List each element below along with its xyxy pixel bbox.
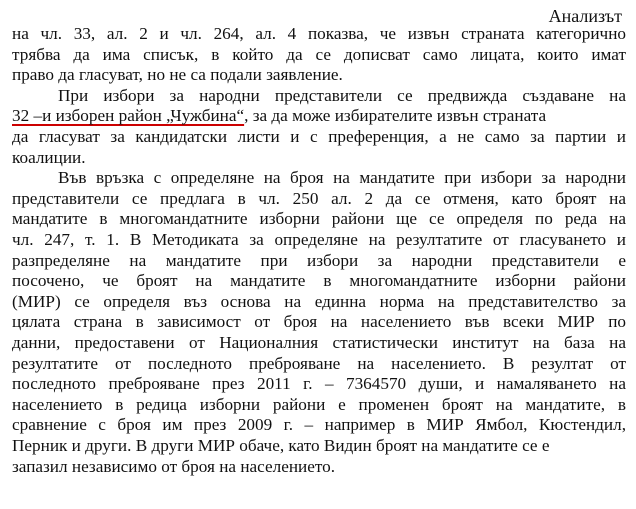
text-line: цялата страна в зависимост от броя на населението във всеки МИР по	[12, 312, 626, 332]
text-line: посочено, че броят на мандатите в многомандатните изборни райони	[12, 271, 626, 291]
text-line: населението в редица изборни райони е променен броят на мандатите, в	[12, 394, 626, 414]
text-line: чл. 247, т. 1. В Методиката за определяне на резултатите от гласуването и	[12, 230, 626, 249]
paragraph-start-line: При избори за народни представители се предвижда създаване на	[58, 85, 626, 105]
text-line-with-underline	[12, 106, 626, 126]
text-line-continuation: , за да може избирателите извън страната	[244, 106, 547, 126]
text-line: разпределяне на мандатите при избори за народни представители е	[12, 250, 626, 270]
text-line: на чл. 33, ал. 2 и чл. 264, ал. 4 показва, че извън страната категорично	[12, 24, 626, 43]
text-line: данни, предоставени от Националния статистически институт на база на	[12, 333, 626, 352]
underlined-district-phrase: 32 –и изборен район „Чужбина“	[12, 106, 245, 126]
text-line: право да гласуват, но не са подали заявление.	[12, 65, 343, 85]
text-line: запазил независимо от броя на населението.	[12, 456, 336, 476]
text-line: резултатите от последното преброяване на населението. В резултат от	[12, 353, 626, 373]
text-line: мандатите в многомандатните изборни райони ще се определя по реда на	[12, 209, 626, 229]
text-line: представители се предлага в чл. 250 ал. 2 да се отменя, като броят на	[12, 188, 626, 208]
running-title: Анализът	[548, 6, 622, 26]
paragraph-start-line: Във връзка с определяне на броя на мандатите при избори за народни	[58, 168, 626, 188]
text-line: (МИР) се определя въз основа на единна норма на представителство за	[12, 291, 626, 311]
text-line: коалиции.	[12, 147, 86, 167]
text-line: сравнение с броя им през 2009 г. – например в МИР Ямбол, Кюстендил,	[12, 415, 626, 435]
text-line: да гласуват за кандидатски листи и с преференция, а не само за партии и	[12, 127, 626, 146]
text-line: трябва да има списък, в който да се дописват само лицата, които имат	[12, 44, 626, 64]
text-line: Перник и други. В други МИР обаче, като Видин броят на мандатите се е	[12, 436, 550, 455]
text-line: последното преброяване през 2011 г. – 7364570 души, и намаляването на	[12, 374, 626, 394]
